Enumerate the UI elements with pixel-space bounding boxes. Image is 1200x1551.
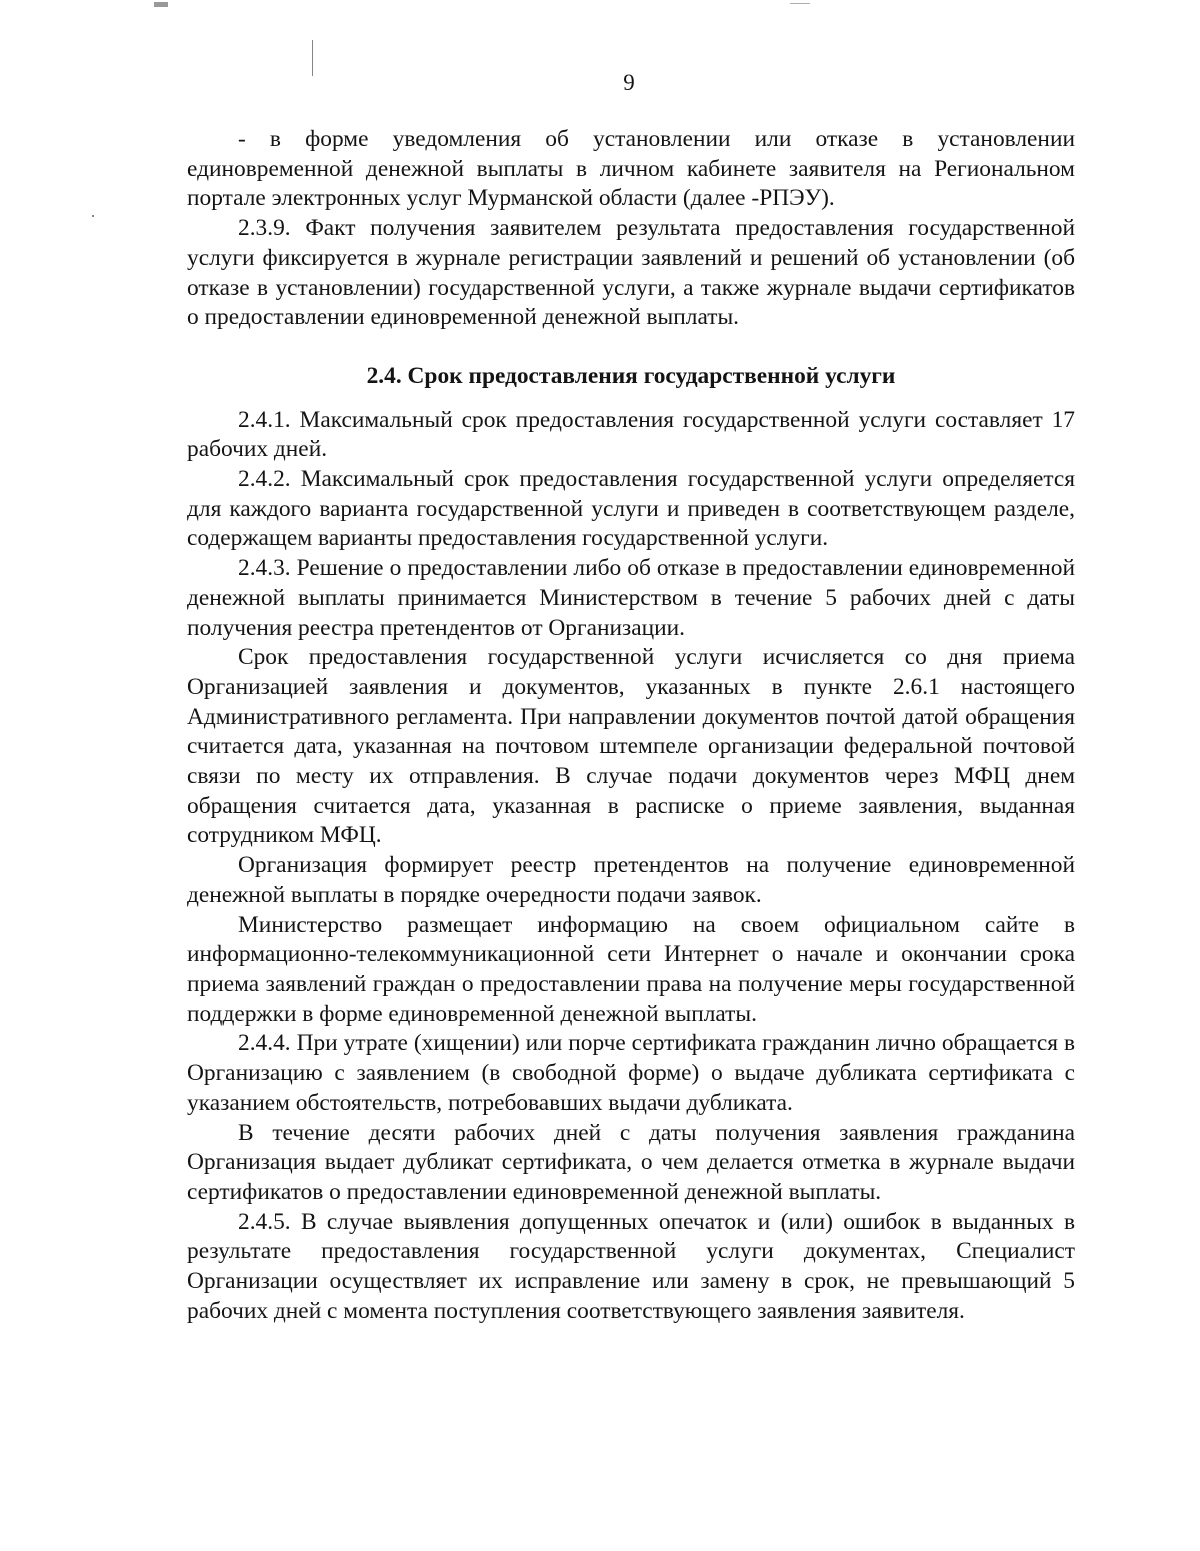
- paragraph: 2.4.4. При утрате (хищении) или порче сертификата гражданин лично обращается в Организацию с заявлением (в свободной форме) о выдаче дубликата сертификата с указанием обстоятельств, потребовавших выдачи дубликата.: [187, 1030, 1075, 1116]
- paragraph: - в форме уведомления об установлении или отказе в установлении единовременной денежной выплаты в личном кабинете заявителя на Региональном портале электронных услуг Мурманской области (далее -РПЭУ).: [187, 126, 1075, 212]
- scan-mark: [790, 3, 810, 4]
- paragraph: Организация формирует реестр претендентов на получение единовременной денежной выплаты в порядке очередности подачи заявок.: [187, 852, 1075, 908]
- document-body: [187, 125, 1075, 1326]
- paragraph: В течение десяти рабочих дней с даты получения заявления гражданина Организация выдает дубликат сертификата, о чем делается отметка в журнале выдачи сертификатов о предоставлении единовременной денежной выплаты.: [187, 1119, 1075, 1205]
- paragraph: 2.4.2. Максимальный срок предоставления государственной услуги определяется для каждого варианта государственной услуги и приведен в соответствующем разделе, содержащем варианты предоставления государственной услуги.: [187, 466, 1075, 552]
- scan-mark: [92, 215, 94, 217]
- paragraph: Министерство размещает информацию на своем официальном сайте в информационно-телекоммуникационной сети Интернет о начале и окончании срока приема заявлений граждан о предоставлении права на получение меры государственной поддержки в форме единовременной денежной выплаты.: [187, 911, 1075, 1027]
- page-number: 9: [623, 70, 635, 95]
- paragraph: 2.4.5. В случае выявления допущенных опечаток и (или) ошибок в выданных в результате предоставления государственной услуги документах, Специалист Организации осуществляет их исправление или замену в срок, не превышающий 5 рабочих дней с момента поступления соответствующего заявления заявителя.: [187, 1208, 1075, 1324]
- paragraph: 2.4.3. Решение о предоставлении либо об отказе в предоставлении единовременной денежной выплаты принимается Министерством в течение 5 рабочих дней с даты получения реестра претендентов от Организации.: [187, 555, 1075, 641]
- paragraph: 2.4.1. Максимальный срок предоставления государственной услуги составляет 17 рабочих дней.: [187, 406, 1075, 463]
- paragraph: Срок предоставления государственной услуги исчисляется со дня приема Организацией заявления и документов, указанных в пункте 2.6.1 настоящего Административного регламента. При направлении документов почтой датой обращения считается дата, указанная на почтовом штемпеле организации федеральной почтовой связи по месту их отправления. В случае подачи документов через МФЦ днем обращения считается дата, указанная в расписке о приеме заявления, выданная сотрудником МФЦ.: [187, 644, 1075, 849]
- scan-mark: [154, 2, 168, 7]
- paragraph: 2.3.9. Факт получения заявителем результата предоставления государственной услуги фиксируется в журнале регистрации заявлений и решений об установлении (об отказе в установлении) государственной услуги, а также журнале выдачи сертификатов о предоставлении единовременной денежной выплаты.: [187, 215, 1075, 331]
- section-heading: 2.4. Срок предоставления государственной услуги: [366, 362, 896, 389]
